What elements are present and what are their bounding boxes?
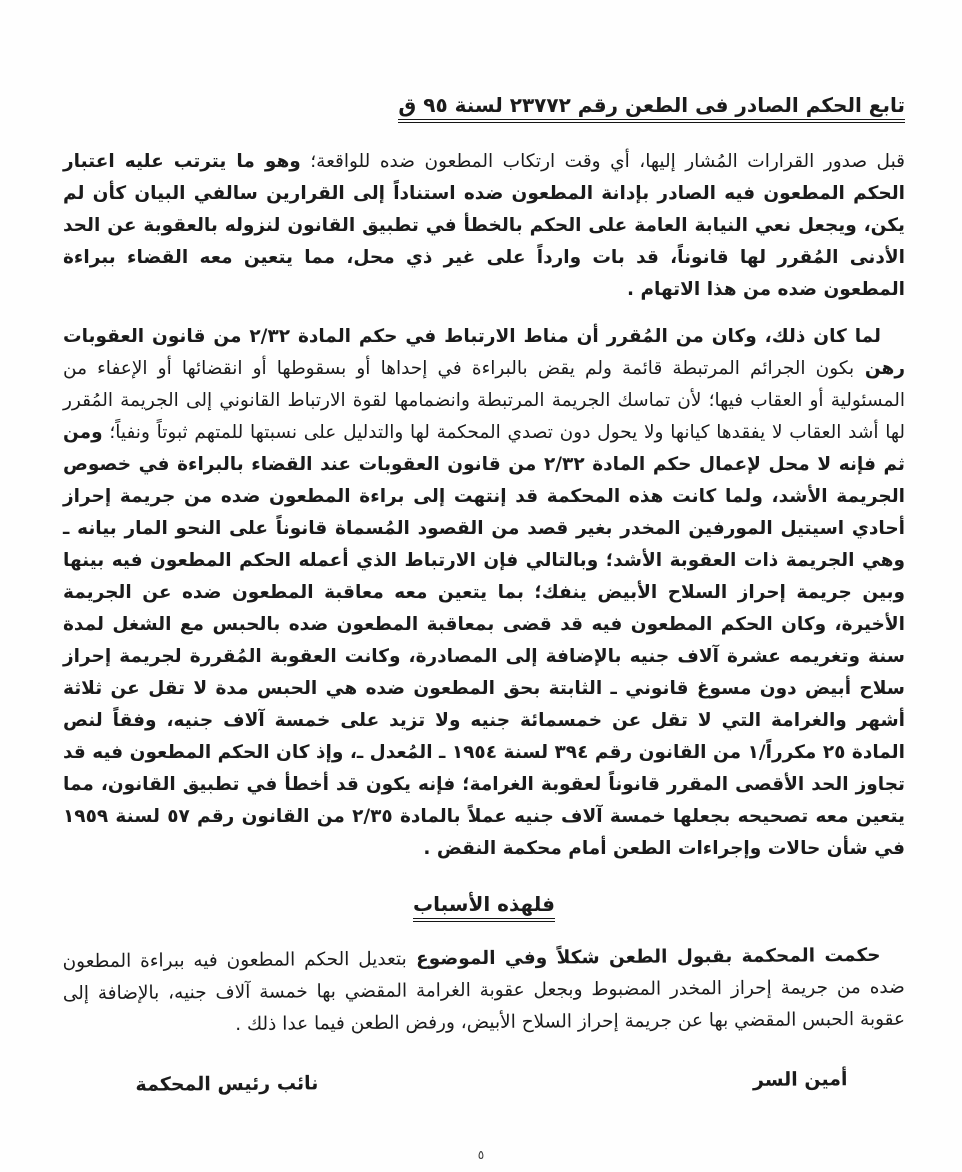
text-segment: بتعديل الحكم المطعون فيه ببراءة المطعون ضده من جريمة إحراز المخدر المضبوط وبجعل عقوبة الغرامة المقضي بها خمسة آلاف جنيه، بالإضافة إلى عقوبة الحبس المقضي بها عن جريمة إحراز السلاح الأبيض، ورفض الطعن فيما عدا ذلك . bbox=[62, 948, 906, 1035]
judgment-paragraph-1 bbox=[63, 146, 905, 306]
text-segment: ومن ثم فإنه لا محل لإعمال حكم المادة ٢/٣٢ من قانون العقوبات عند القضاء بالبراءة في خصوص الجريمة الأشد، ولما كانت هذه المحكمة قد إنتهت إلى براءة المطعون ضده من جريمة إحراز أحادي اسيتيل المورفين المخدر بغير قصد من القصود المُسماة قانوناً على النحو المار بيانه ـ وهي الجريمة ذات العقوبة الأشد؛ وبالتالي فإن الارتباط الذي أعمله الحكم المطعون فيه بينها وبين جريمة إحراز السلاح الأبيض ينفك؛ بما يتعين معه معاقبة المطعون ضده عن الجريمة الأخيرة، وكان الحكم المطعون فيه قد قضى بمعاقبة المطعون ضده بالحبس مع الشغل لمدة سنة وتغريمه عشرة آلاف جنيه بالإضافة إلى المصادرة، وكانت العقوبة المُقررة لجريمة إحراز سلاح أبيض دون مسوغ قانوني ـ الثابتة بحق المطعون ضده هي الحبس مدة لا تقل عن ثلاثة أشهر والغرامة التي لا تقل عن خمسمائة جنيه ولا تزيد على خمسة آلاف جنيه، وفقاً لنص المادة ٢٥ مكرراً/١ من القانون رقم ٣٩٤ لسنة ١٩٥٤ ـ المُعدل ـ، وإذ كان الحكم المطعون فيه قد تجاوز الحد الأقصى المقرر قانوناً لعقوبة الغرامة؛ فإنه يكون قد أخطأ في تطبيق القانون، مما يتعين معه تصحيحه بجعلها خمسة آلاف جنيه عملاً بالمادة ٢/٣٥ من القانون رقم ٥٧ لسنة ١٩٥٩ في شأن حالات وإجراءات الطعن أمام محكمة النقض . bbox=[63, 422, 905, 859]
page-number: ٥ bbox=[477, 1148, 485, 1162]
text-segment: وهو ما يترتب عليه اعتبار الحكم المطعون فيه الصادر بإدانة المطعون ضده استناداً إلى القرارين سالفي البيان كأن لم يكن، ويجعل نعي النيابة العامة على الحكم بالخطأ في تطبيق القانون لنزوله بالعقوبة عن الحد الأدنى المُقرر لها قانوناً، قد بات وارداً على غير ذي محل، مما يتعين معه القضاء ببراءة المطعون ضده من هذا الاتهام . bbox=[63, 151, 905, 300]
text-segment: قبل صدور القرارات المُشار إليها، أي وقت ارتكاب المطعون ضده للواقعة؛ bbox=[300, 151, 905, 172]
text-segment: بكون الجرائم المرتبطة قائمة ولم يقض بالبراءة في إحداها أو بسقوطها أو انقضائها أو الإعفاء من المسئولية أو العقاب فيها؛ لأن تماسك الجريمة المرتبطة وانضمامها لقوة الارتباط القانوني إلى الجريمة المُقرر لها أشد العقاب لا يفقدها كيانها ولا يحول دون تصدي المحكمة لها والتدليل على نسبتها للمتهم ثبوتاً ونفياً؛ bbox=[63, 358, 905, 443]
signature-secretary: أمين السر bbox=[752, 1068, 848, 1091]
text-segment: لما كان ذلك، وكان من المُقرر أن مناط الارتباط في حكم المادة ٢/٣٢ من قانون العقوبات رهن bbox=[63, 326, 905, 379]
section-heading-text: فلهذه الأسباب bbox=[413, 892, 555, 922]
page-header bbox=[63, 90, 905, 120]
closing-section bbox=[62, 940, 905, 1097]
signature-row bbox=[63, 1068, 905, 1097]
text-segment: حكمت المحكمة بقبول الطعن شكلاً وفي الموضوع bbox=[406, 944, 881, 970]
signature-vice-president: نائب رئيس المحكمة bbox=[135, 1072, 319, 1096]
section-heading bbox=[63, 889, 905, 919]
closing-paragraph bbox=[62, 940, 905, 1043]
page-title: تابع الحكم الصادر فى الطعن رقم ٢٣٧٧٢ لسنة ٩٥ ق bbox=[398, 93, 905, 123]
judgment-paragraph-2 bbox=[63, 321, 905, 865]
